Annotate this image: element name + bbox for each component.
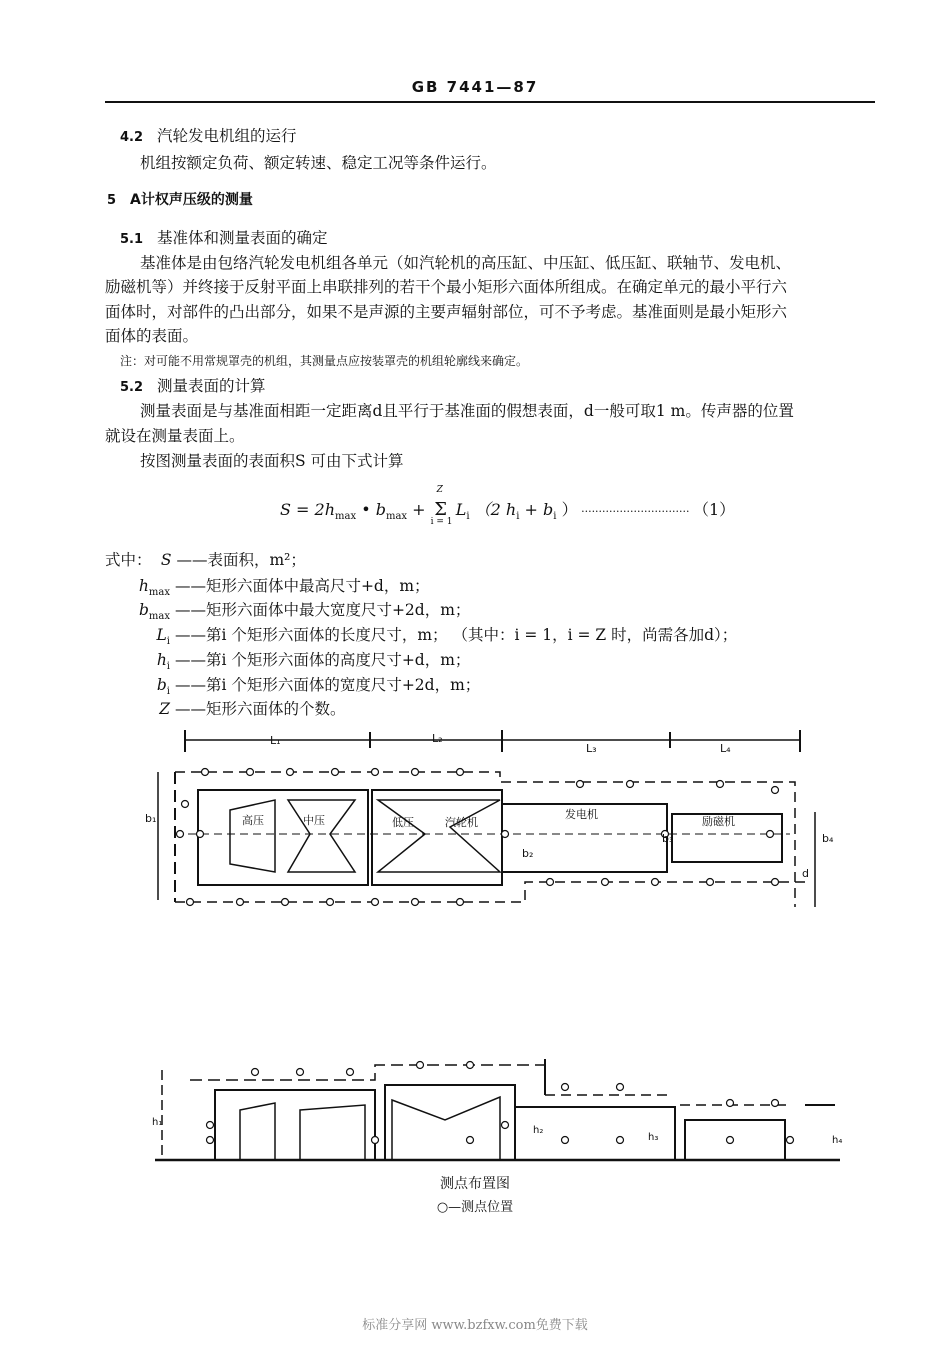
- legend-row-s: [105, 550, 306, 570]
- measurement-surface: [175, 772, 795, 907]
- sum-sign: Σ: [434, 499, 448, 520]
- header-rule: [105, 101, 875, 103]
- formula-bsub: max: [385, 511, 408, 523]
- paragraph-line: 面体时，对部件的凸出部分，如果不是声源的主要声辐射部位，可不予考虑。基准面则是最小矩形六: [105, 303, 788, 321]
- lp-casing: [385, 1085, 515, 1160]
- sum-symbol: [430, 485, 453, 527]
- figure-legend: ○—测点位置: [436, 1200, 514, 1215]
- formula-1: [280, 485, 870, 527]
- paragraph-line: 基准体是由包络汽轮发电机组各单元（如汽轮机的高压缸、中压缸、低压缸、联轴节、发电机、: [140, 254, 792, 272]
- formula-paren-sub: i: [516, 511, 520, 523]
- legend-desc: ——第i 个矩形六面体的高度尺寸+d，m；: [174, 651, 471, 669]
- hp-ip-casing: [198, 790, 368, 885]
- section-number: 4.2: [120, 130, 144, 145]
- paragraph-line: 测量表面是与基准面相距一定距离d且平行于基准面的假想表面，d一般可取1 m。传声器的位置: [140, 402, 794, 420]
- formula-paren-end: ）: [556, 500, 578, 519]
- dim-label-l3: L₃: [586, 742, 597, 755]
- section-5-1-heading: [120, 228, 328, 250]
- paragraph-line: 面体的表面。: [105, 327, 199, 345]
- lp-turbine-shape: [392, 1097, 500, 1160]
- formula-term: L: [455, 500, 467, 519]
- label-h2: h₂: [533, 1125, 544, 1136]
- label-ip: 中压: [303, 814, 325, 827]
- lp-casing: [372, 790, 502, 885]
- hp-turbine-shape: [230, 800, 275, 872]
- plan-view-diagram: [145, 722, 850, 922]
- label-generator: 发电机: [565, 808, 598, 821]
- legend-symbol-sub: i: [166, 686, 170, 698]
- legend-desc: ——第i 个矩形六面体的长度尺寸，m； （其中：i = 1，i = Z 时，尚需各加d）；: [174, 626, 738, 644]
- paragraph-line: 就设在测量表面上。: [105, 427, 245, 445]
- elevation-view-diagram: [150, 1055, 850, 1165]
- formula-term-sub: i: [466, 511, 470, 523]
- legend-symbol-text: h: [138, 577, 149, 595]
- figure-caption: 测点布置图: [440, 1176, 510, 1192]
- label-hp: 高压: [242, 814, 264, 827]
- measurement-surface: [190, 1065, 545, 1080]
- label-b3: b₃: [662, 832, 674, 845]
- legend-row-bmax: [110, 600, 470, 627]
- legend-desc: ——第i 个矩形六面体的宽度尺寸+2d，m；: [174, 676, 481, 694]
- legend-symbol: [110, 650, 170, 677]
- legend-desc: ——表面积，m²；: [176, 551, 306, 569]
- section-number: 5.2: [120, 380, 144, 395]
- label-h1: h₁: [152, 1117, 163, 1128]
- legend-symbol-text: S: [160, 551, 172, 569]
- dim-label-l1: L₁: [270, 734, 281, 747]
- legend-row-li: [110, 625, 737, 652]
- legend-desc: ——矩形六面体中最大宽度尺寸+2d，m；: [174, 601, 471, 619]
- footer-watermark: 标准分享网 www.bzfxw.com免费下载: [362, 1318, 588, 1333]
- paragraph-line: 励磁机等）并终接于反射平面上串联排列的若干个最小矩形六面体所组成。在确定单元的最小平行六: [105, 278, 788, 296]
- formula-h: h: [324, 500, 336, 519]
- legend-symbol-text: b: [138, 601, 149, 619]
- formula-paren2: + b: [519, 500, 554, 519]
- legend-symbol-sub: max: [148, 587, 170, 599]
- section-5-2-heading: [120, 376, 266, 398]
- ip-turbine-shape: [300, 1105, 365, 1160]
- section-number: 5.1: [120, 232, 144, 247]
- dim-label-l2: L₂: [432, 732, 443, 745]
- formula-hsub: max: [335, 511, 357, 523]
- paragraph-line: 按图测量表面的表面积S 可由下式计算: [140, 452, 404, 470]
- dim-label-l4: L₄: [720, 742, 731, 755]
- lp-turbine-shape: [378, 800, 500, 872]
- equation-number: （1）: [692, 500, 736, 519]
- label-b1: b₁: [145, 812, 157, 825]
- label-lp: 低压: [392, 816, 414, 829]
- legend-symbol-sub: max: [148, 611, 170, 623]
- label-b2: b₂: [522, 847, 534, 860]
- legend-symbol-sub: i: [166, 661, 170, 673]
- formula-paren: （2 h: [469, 500, 517, 519]
- formula-lhs: S = 2: [280, 500, 325, 519]
- section-title: 测量表面的计算: [157, 377, 266, 395]
- sum-bottom: i = 1: [430, 517, 453, 527]
- label-h3: h₃: [648, 1132, 659, 1143]
- label-turbine: 汽轮机: [445, 816, 478, 829]
- legend-symbol-text: L: [156, 626, 167, 644]
- section-5-heading: [107, 190, 253, 211]
- formula-plus: +: [407, 500, 431, 519]
- legend-desc: ——矩形六面体的个数。: [174, 700, 346, 718]
- legend-symbol-text: b: [156, 676, 167, 694]
- hp-turbine-shape: [240, 1103, 275, 1160]
- legend-symbol: [110, 625, 170, 652]
- section-title: A计权声压级的测量: [130, 192, 253, 208]
- section-title: 基准体和测量表面的确定: [157, 229, 328, 247]
- section-number: 5: [107, 193, 117, 208]
- legend-symbol-text: h: [156, 651, 167, 669]
- sum-top: Z: [436, 485, 443, 495]
- formula-paren2-sub: i: [553, 511, 557, 523]
- section-title: 汽轮发电机组的运行: [157, 127, 297, 145]
- legend-prefix: 式中：: [105, 551, 152, 569]
- legend-symbol-text: Z: [159, 700, 170, 718]
- label-b4: b₄: [822, 832, 834, 845]
- section-4-2-heading: [120, 126, 297, 148]
- page-header: GB 7441—87: [411, 78, 539, 96]
- legend-symbol: [152, 550, 172, 570]
- legend-desc: ——矩形六面体中最高尺寸+d，m；: [174, 577, 430, 595]
- note: 注：对可能不用常规罩壳的机组，其测量点应按装罩壳的机组轮廓线来确定。: [120, 354, 529, 368]
- hp-ip-casing: [215, 1090, 375, 1160]
- ip-turbine-shape: [288, 800, 355, 872]
- exciter-block: [685, 1120, 785, 1160]
- legend-row-z: [110, 699, 345, 719]
- label-d: d: [802, 867, 809, 880]
- legend-symbol-sub: i: [166, 636, 170, 648]
- legend-symbol: [110, 699, 170, 719]
- formula-dot: •: [356, 500, 376, 519]
- label-h4: h₄: [832, 1135, 843, 1146]
- formula-b: b: [375, 500, 386, 519]
- legend-symbol: [110, 600, 170, 627]
- legend-row-hi: [110, 650, 470, 677]
- section-4-2-body: 机组按额定负荷、额定转速、稳定工况等条件运行。: [140, 154, 497, 172]
- label-exciter: 励磁机: [702, 815, 735, 828]
- formula-dots: ·······························: [577, 505, 693, 518]
